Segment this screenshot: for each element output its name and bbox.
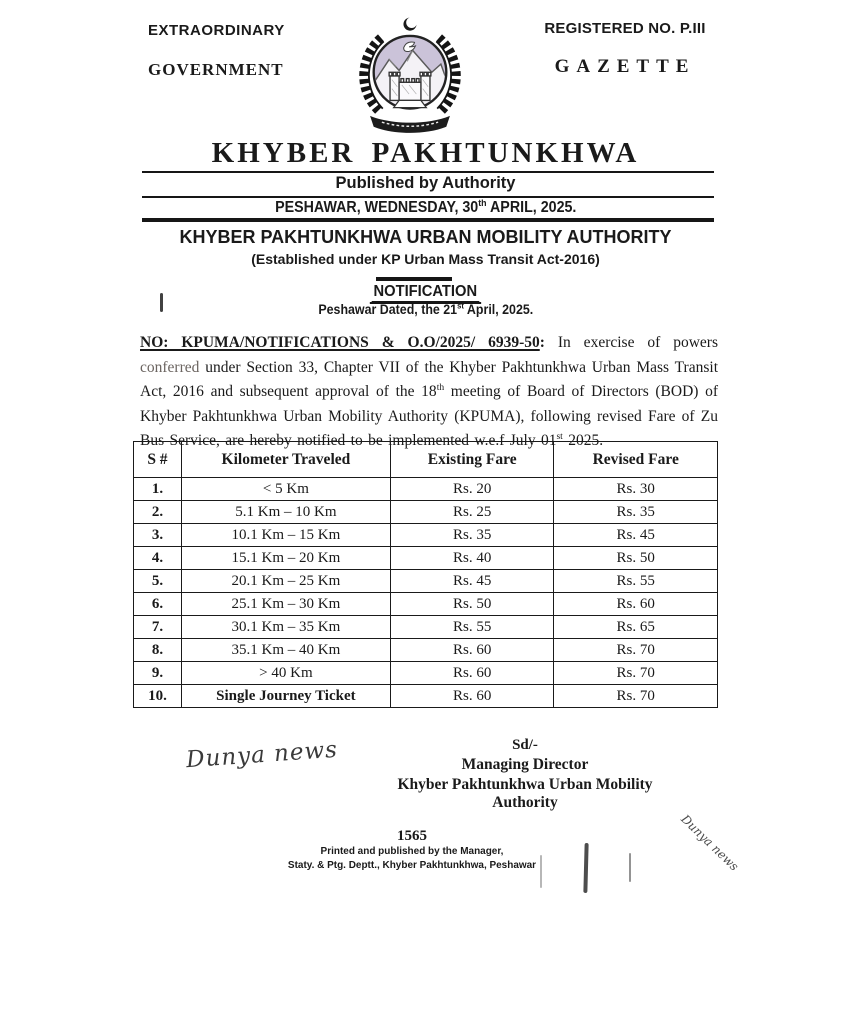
existing-fare-cell: Rs. 40 bbox=[390, 547, 554, 570]
revised-fare-cell: Rs. 70 bbox=[554, 639, 718, 662]
table-row bbox=[134, 616, 718, 639]
imprint-line-2: Staty. & Ptg. Deptt., Khyber Pakhtunkhwa, Peshawar bbox=[287, 858, 537, 871]
imprint-number: 1565 bbox=[397, 828, 427, 844]
dunya-news-watermark: Dunya news bbox=[185, 736, 339, 774]
serial-cell: 1. bbox=[134, 478, 182, 501]
table-row bbox=[134, 593, 718, 616]
serial-cell: 7. bbox=[134, 616, 182, 639]
body-text: under Section 33, Chapter VII of the Khyber Pakhtunkhwa Urban Mass Transit Act, 2016 and subsequent approval of the 18 bbox=[140, 358, 718, 400]
header-serial: S # bbox=[134, 442, 182, 478]
kilometer-cell: 15.1 Km – 20 Km bbox=[181, 547, 390, 570]
notification-heading bbox=[133, 283, 718, 304]
revised-fare-cell: Rs. 45 bbox=[554, 524, 718, 547]
revised-fare-cell: Rs. 65 bbox=[554, 616, 718, 639]
reference-colon: : bbox=[539, 334, 558, 351]
fare-table-body bbox=[134, 478, 718, 708]
kilometer-cell: Single Journey Ticket bbox=[181, 685, 390, 708]
signatory-title: Managing Director bbox=[461, 756, 589, 773]
registered-no-label: REGISTERED NO. P.III bbox=[544, 20, 706, 37]
kilometer-cell: 25.1 Km – 30 Km bbox=[181, 593, 390, 616]
table-row bbox=[134, 501, 718, 524]
table-row bbox=[134, 524, 718, 547]
notification-date-text: April, 2025. bbox=[463, 302, 533, 317]
serial-cell: 6. bbox=[134, 593, 182, 616]
body-text: In exercise of powers bbox=[557, 334, 718, 351]
dateline-text: APRIL, 2025. bbox=[486, 199, 577, 216]
kilometer-cell: < 5 Km bbox=[181, 478, 390, 501]
serial-cell: 8. bbox=[134, 639, 182, 662]
gazette-dateline bbox=[133, 199, 718, 217]
imprint-block bbox=[262, 828, 562, 872]
table-row bbox=[134, 639, 718, 662]
serial-cell: 3. bbox=[134, 524, 182, 547]
existing-fare-cell: Rs. 60 bbox=[390, 662, 554, 685]
revised-fare-cell: Rs. 35 bbox=[554, 501, 718, 524]
serial-cell: 9. bbox=[134, 662, 182, 685]
ink-mark bbox=[629, 853, 631, 882]
revised-fare-cell: Rs. 50 bbox=[554, 547, 718, 570]
authority-heading: KHYBER PAKHTUNKHWA URBAN MOBILITY AUTHORITY bbox=[179, 227, 672, 247]
body-text: meeting of Board of Directors (BOD) of Khyber Pakhtunkhwa Urban Mobility Authority (KPUMA), following revised Fare of Zu Bus Service, are hereby notified to be implemented w.e.f July 01 bbox=[140, 383, 719, 449]
header-revised-fare: Revised Fare bbox=[554, 442, 718, 478]
masthead-right bbox=[540, 20, 710, 78]
revised-fare-cell: Rs. 30 bbox=[554, 478, 718, 501]
ink-mark bbox=[583, 843, 588, 893]
table-header-row bbox=[134, 442, 718, 478]
published-by-authority: Published by Authority bbox=[335, 174, 516, 192]
kilometer-cell: 20.1 Km – 25 Km bbox=[181, 570, 390, 593]
sd-label: Sd/- bbox=[512, 737, 538, 753]
divider-thick bbox=[142, 218, 714, 222]
revised-fare-cell: Rs. 55 bbox=[554, 570, 718, 593]
serial-cell: 2. bbox=[134, 501, 182, 524]
established-subheading: (Established under KP Urban Mass Transit Act-2016) bbox=[251, 251, 600, 267]
notification-date bbox=[133, 302, 718, 317]
kilometer-cell: 30.1 Km – 35 Km bbox=[181, 616, 390, 639]
table-row bbox=[134, 570, 718, 593]
ink-mark bbox=[160, 293, 163, 312]
existing-fare-cell: Rs. 35 bbox=[390, 524, 554, 547]
table-row bbox=[134, 685, 718, 708]
kilometer-cell: > 40 Km bbox=[181, 662, 390, 685]
divider bbox=[142, 171, 714, 173]
revised-fare-cell: Rs. 70 bbox=[554, 662, 718, 685]
notification-overline bbox=[376, 277, 452, 281]
body-ordinal: th bbox=[436, 381, 445, 393]
existing-fare-cell: Rs. 25 bbox=[390, 501, 554, 524]
signature-block bbox=[370, 737, 680, 812]
existing-fare-cell: Rs. 20 bbox=[390, 478, 554, 501]
notification-date-text: Peshawar Dated, the 21 bbox=[318, 302, 457, 317]
fare-table bbox=[133, 441, 718, 708]
existing-fare-cell: Rs. 60 bbox=[390, 685, 554, 708]
table-row bbox=[134, 547, 718, 570]
header-kilometer-traveled: Kilometer Traveled bbox=[181, 442, 390, 478]
khyber-pakhtunkhwa-government-emblem-icon bbox=[351, 10, 469, 140]
table-row bbox=[134, 662, 718, 685]
notification-body-paragraph bbox=[140, 331, 718, 454]
body-ordinal: st bbox=[556, 430, 563, 442]
kilometer-cell: 5.1 Km – 10 Km bbox=[181, 501, 390, 524]
signatory-organization: Khyber Pakhtunkhwa Urban Mobility Authority bbox=[397, 776, 653, 811]
revised-fare-cell: Rs. 70 bbox=[554, 685, 718, 708]
imprint-line-1: Printed and published by the Manager, bbox=[320, 845, 504, 857]
table-row bbox=[134, 478, 718, 501]
page-title: KHYBER PAKHTUNKHWA bbox=[211, 137, 640, 169]
serial-cell: 4. bbox=[134, 547, 182, 570]
dateline-ordinal: th bbox=[477, 197, 487, 209]
existing-fare-cell: Rs. 45 bbox=[390, 570, 554, 593]
gazette-label: GAZETTE bbox=[554, 56, 696, 77]
notification-reference-number: NO: KPUMA/NOTIFICATIONS & O.O/2025/ 6939-50 bbox=[140, 334, 540, 351]
serial-cell: 10. bbox=[134, 685, 182, 708]
notification-label-text: NOTIFICATION bbox=[372, 283, 479, 303]
notification-date-ordinal: st bbox=[456, 300, 464, 311]
divider bbox=[142, 196, 714, 198]
extraordinary-label: EXTRAORDINARY bbox=[148, 22, 285, 39]
existing-fare-cell: Rs. 60 bbox=[390, 639, 554, 662]
serial-cell: 5. bbox=[134, 570, 182, 593]
body-text-faded: conferred bbox=[140, 358, 200, 376]
masthead-left bbox=[148, 22, 285, 80]
dateline-text: PESHAWAR, WEDNESDAY, 30 bbox=[274, 199, 478, 216]
kilometer-cell: 35.1 Km – 40 Km bbox=[181, 639, 390, 662]
existing-fare-cell: Rs. 50 bbox=[390, 593, 554, 616]
body-text: 2025. bbox=[562, 432, 604, 449]
revised-fare-cell: Rs. 60 bbox=[554, 593, 718, 616]
ink-mark bbox=[540, 855, 542, 888]
kilometer-cell: 10.1 Km – 15 Km bbox=[181, 524, 390, 547]
existing-fare-cell: Rs. 55 bbox=[390, 616, 554, 639]
header-existing-fare: Existing Fare bbox=[390, 442, 554, 478]
government-label: GOVERNMENT bbox=[148, 60, 284, 79]
dunya-news-watermark-diagonal: Dunya news bbox=[678, 812, 742, 874]
